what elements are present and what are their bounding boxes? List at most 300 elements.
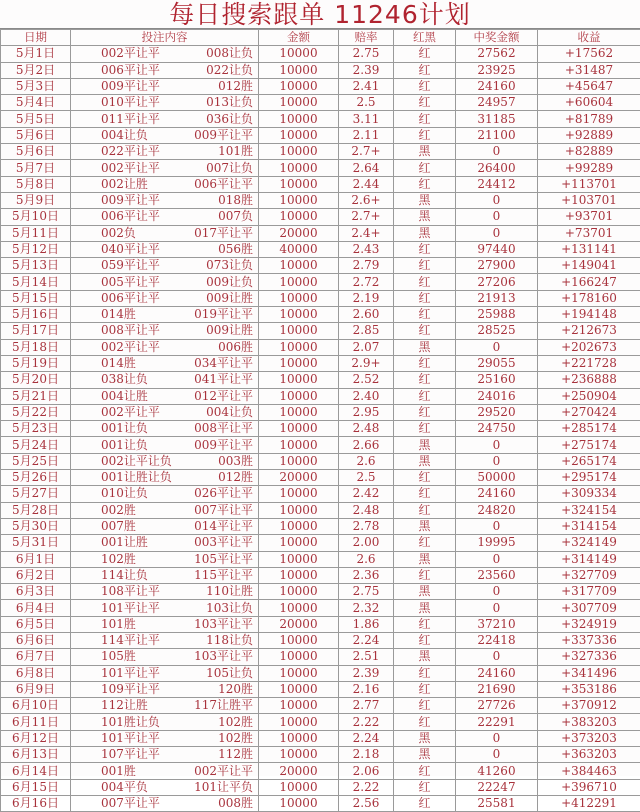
cell-content: [71, 665, 259, 681]
cell-result: 红: [394, 95, 456, 111]
pick-2: 105让负: [193, 666, 253, 681]
pick-1: 105胜: [71, 649, 193, 664]
cell-profit: +317709: [538, 584, 640, 600]
cell-result: 红: [394, 258, 456, 274]
cell-amount: 10000: [259, 95, 339, 111]
cell-odds: 2.4+: [339, 225, 394, 241]
cell-date: 5月21日: [1, 388, 71, 404]
cell-date: 5月8日: [1, 176, 71, 192]
pick-2: 009让胜: [193, 323, 253, 338]
cell-amount: 10000: [259, 437, 339, 453]
pick-1: 002让胜: [71, 177, 193, 192]
cell-content: [71, 241, 259, 257]
cell-result: 红: [394, 665, 456, 681]
cell-profit: +17562: [538, 46, 640, 62]
column-header-result: 红黑: [394, 30, 456, 46]
cell-odds: 2.16: [339, 681, 394, 697]
cell-odds: 2.43: [339, 241, 394, 257]
cell-result: 红: [394, 323, 456, 339]
cell-amount: 10000: [259, 258, 339, 274]
pick-1: 002平让平: [71, 405, 193, 420]
cell-odds: 2.41: [339, 78, 394, 94]
table-row: [1, 388, 640, 404]
cell-amount: 10000: [259, 307, 339, 323]
cell-content: [71, 470, 259, 486]
cell-date: 6月4日: [1, 600, 71, 616]
cell-odds: 2.19: [339, 290, 394, 306]
cell-result: 红: [394, 176, 456, 192]
table-row: [1, 714, 640, 730]
cell-profit: +285174: [538, 421, 640, 437]
cell-odds: 2.11: [339, 127, 394, 143]
cell-date: 5月16日: [1, 307, 71, 323]
cell-date: 5月11日: [1, 225, 71, 241]
cell-odds: 2.48: [339, 502, 394, 518]
table-row: [1, 46, 640, 62]
pick-1: 006平让平: [71, 291, 193, 306]
cell-date: 5月23日: [1, 421, 71, 437]
cell-date: 5月13日: [1, 258, 71, 274]
table-row: [1, 95, 640, 111]
pick-1: 009平让平: [71, 79, 193, 94]
cell-amount: 10000: [259, 404, 339, 420]
cell-date: 5月12日: [1, 241, 71, 257]
table-row: [1, 584, 640, 600]
cell-amount: 20000: [259, 616, 339, 632]
cell-date: 5月3日: [1, 78, 71, 94]
cell-amount: 10000: [259, 323, 339, 339]
table-row: [1, 62, 640, 78]
pick-1: 010平让平: [71, 95, 193, 110]
cell-amount: 10000: [259, 111, 339, 127]
cell-odds: 1.86: [339, 616, 394, 632]
pick-2: 120胜: [193, 682, 253, 697]
pick-1: 002负: [71, 226, 193, 241]
cell-prize: 0: [456, 600, 538, 616]
table-row: [1, 111, 640, 127]
cell-odds: 2.40: [339, 388, 394, 404]
pick-1: 001让胜让负: [71, 470, 193, 485]
cell-odds: 2.77: [339, 698, 394, 714]
cell-profit: +314154: [538, 518, 640, 534]
cell-profit: +194148: [538, 307, 640, 323]
cell-content: [71, 714, 259, 730]
table-row: [1, 730, 640, 746]
table-row: [1, 795, 640, 811]
pick-1: 101平让平: [71, 601, 193, 616]
cell-result: 黑: [394, 209, 456, 225]
pick-2: 073让负: [193, 258, 253, 273]
cell-amount: 10000: [259, 421, 339, 437]
cell-content: [71, 518, 259, 534]
cell-amount: 10000: [259, 388, 339, 404]
cell-prize: 25581: [456, 795, 538, 811]
table-row: [1, 421, 640, 437]
cell-odds: 2.06: [339, 763, 394, 779]
cell-date: 6月2日: [1, 567, 71, 583]
pick-2: 002平让平: [193, 764, 253, 779]
cell-prize: 0: [456, 453, 538, 469]
cell-profit: +265174: [538, 453, 640, 469]
cell-odds: 2.24: [339, 632, 394, 648]
cell-prize: 0: [456, 144, 538, 160]
cell-profit: +324919: [538, 616, 640, 632]
cell-odds: 2.78: [339, 518, 394, 534]
pick-1: 002让平让负: [71, 454, 193, 469]
cell-result: 黑: [394, 225, 456, 241]
cell-amount: 10000: [259, 192, 339, 208]
cell-prize: 28525: [456, 323, 538, 339]
cell-odds: 2.24: [339, 730, 394, 746]
cell-prize: 26400: [456, 160, 538, 176]
pick-2: 012胜: [193, 470, 253, 485]
pick-2: 105平让平: [193, 552, 253, 567]
cell-date: 5月22日: [1, 404, 71, 420]
pick-1: 002平让平: [71, 46, 193, 61]
cell-result: 红: [394, 616, 456, 632]
cell-prize: 29055: [456, 355, 538, 371]
cell-content: [71, 567, 259, 583]
cell-result: 红: [394, 763, 456, 779]
cell-amount: 10000: [259, 127, 339, 143]
cell-result: 红: [394, 290, 456, 306]
cell-amount: 10000: [259, 160, 339, 176]
cell-content: [71, 730, 259, 746]
cell-profit: +341496: [538, 665, 640, 681]
cell-content: [71, 551, 259, 567]
cell-odds: 2.32: [339, 600, 394, 616]
page-title: 每日搜索跟单 11246计划: [0, 0, 640, 29]
pick-1: 009平让平: [71, 193, 193, 208]
pick-2: 007负: [193, 209, 253, 224]
cell-date: 5月6日: [1, 144, 71, 160]
pick-1: 101胜让负: [71, 715, 193, 730]
table-row: [1, 307, 640, 323]
table-row: [1, 241, 640, 257]
cell-prize: 19995: [456, 535, 538, 551]
cell-profit: +363203: [538, 747, 640, 763]
pick-2: 056胜: [193, 242, 253, 257]
cell-prize: 23925: [456, 62, 538, 78]
cell-date: 5月25日: [1, 453, 71, 469]
cell-amount: 20000: [259, 470, 339, 486]
pick-2: 117让胜平: [193, 698, 253, 713]
cell-content: [71, 649, 259, 665]
cell-result: 红: [394, 355, 456, 371]
table-row: [1, 486, 640, 502]
table-row: [1, 339, 640, 355]
cell-profit: +166247: [538, 274, 640, 290]
cell-content: [71, 747, 259, 763]
cell-prize: 27206: [456, 274, 538, 290]
cell-prize: 0: [456, 518, 538, 534]
table-row: [1, 274, 640, 290]
cell-content: [71, 127, 259, 143]
pick-1: 101平让平: [71, 666, 193, 681]
cell-profit: +73701: [538, 225, 640, 241]
pick-2: 101让平负: [193, 780, 253, 795]
cell-odds: 2.36: [339, 567, 394, 583]
table-row: [1, 453, 640, 469]
cell-content: [71, 258, 259, 274]
cell-prize: 0: [456, 339, 538, 355]
cell-date: 5月6日: [1, 127, 71, 143]
cell-amount: 10000: [259, 551, 339, 567]
cell-prize: 22291: [456, 714, 538, 730]
pick-2: 014平让平: [193, 519, 253, 534]
cell-profit: +370912: [538, 698, 640, 714]
cell-odds: 2.07: [339, 339, 394, 355]
cell-prize: 24750: [456, 421, 538, 437]
cell-result: 红: [394, 632, 456, 648]
table-row: [1, 323, 640, 339]
cell-content: [71, 95, 259, 111]
pick-2: 118让负: [193, 633, 253, 648]
pick-2: 102胜: [193, 715, 253, 730]
cell-amount: 20000: [259, 763, 339, 779]
table-row: [1, 78, 640, 94]
cell-date: 5月10日: [1, 209, 71, 225]
cell-odds: 2.39: [339, 665, 394, 681]
cell-prize: 24957: [456, 95, 538, 111]
cell-content: [71, 698, 259, 714]
cell-profit: +314149: [538, 551, 640, 567]
cell-odds: 2.7+: [339, 209, 394, 225]
pick-2: 009平让平: [193, 438, 253, 453]
column-header-profit: 收益: [538, 30, 640, 46]
cell-odds: 2.6+: [339, 192, 394, 208]
cell-prize: 29520: [456, 404, 538, 420]
cell-profit: +103701: [538, 192, 640, 208]
cell-prize: 0: [456, 225, 538, 241]
cell-profit: +178160: [538, 290, 640, 306]
cell-prize: 0: [456, 192, 538, 208]
cell-prize: 0: [456, 551, 538, 567]
pick-2: 006胜: [193, 340, 253, 355]
cell-profit: +373203: [538, 730, 640, 746]
cell-profit: +396710: [538, 779, 640, 795]
cell-prize: 21100: [456, 127, 538, 143]
cell-result: 红: [394, 404, 456, 420]
pick-1: 109平让平: [71, 682, 193, 697]
cell-content: [71, 62, 259, 78]
pick-1: 007胜: [71, 519, 193, 534]
cell-content: [71, 111, 259, 127]
cell-result: 红: [394, 241, 456, 257]
cell-date: 5月27日: [1, 486, 71, 502]
cell-result: 红: [394, 160, 456, 176]
cell-profit: +149041: [538, 258, 640, 274]
pick-2: 036让负: [193, 112, 253, 127]
table-row: [1, 698, 640, 714]
pick-1: 008平让平: [71, 323, 193, 338]
pick-2: 012胜: [193, 79, 253, 94]
cell-prize: 0: [456, 747, 538, 763]
cell-content: [71, 355, 259, 371]
cell-amount: 10000: [259, 747, 339, 763]
cell-content: [71, 486, 259, 502]
pick-1: 006平让平: [71, 63, 193, 78]
cell-amount: 10000: [259, 779, 339, 795]
cell-date: 6月9日: [1, 681, 71, 697]
cell-prize: 97440: [456, 241, 538, 257]
table-row: [1, 290, 640, 306]
cell-result: 红: [394, 372, 456, 388]
cell-profit: +307709: [538, 600, 640, 616]
cell-result: 黑: [394, 192, 456, 208]
table-row: [1, 567, 640, 583]
table-row: [1, 649, 640, 665]
cell-profit: +383203: [538, 714, 640, 730]
pick-1: 014胜: [71, 307, 193, 322]
pick-1: 101胜: [71, 617, 193, 632]
cell-amount: 10000: [259, 632, 339, 648]
cell-content: [71, 225, 259, 241]
table-row: [1, 372, 640, 388]
pick-2: 112胜: [193, 747, 253, 762]
table-row: [1, 551, 640, 567]
table-row: [1, 518, 640, 534]
cell-odds: 2.7+: [339, 144, 394, 160]
pick-1: 002胜: [71, 503, 193, 518]
cell-prize: 0: [456, 584, 538, 600]
cell-prize: 31185: [456, 111, 538, 127]
cell-profit: +113701: [538, 176, 640, 192]
cell-amount: 10000: [259, 518, 339, 534]
cell-odds: 2.66: [339, 437, 394, 453]
cell-date: 5月31日: [1, 535, 71, 551]
cell-amount: 10000: [259, 535, 339, 551]
pick-2: 008胜: [193, 796, 253, 811]
cell-content: [71, 421, 259, 437]
cell-odds: 2.72: [339, 274, 394, 290]
cell-profit: +221728: [538, 355, 640, 371]
cell-profit: +93701: [538, 209, 640, 225]
cell-date: 6月3日: [1, 584, 71, 600]
pick-2: 018胜: [193, 193, 253, 208]
column-header-amount: 金额: [259, 30, 339, 46]
cell-amount: 10000: [259, 355, 339, 371]
cell-prize: 0: [456, 209, 538, 225]
table-row: [1, 127, 640, 143]
cell-date: 6月8日: [1, 665, 71, 681]
cell-profit: +92889: [538, 127, 640, 143]
pick-1: 059平让平: [71, 258, 193, 273]
cell-prize: 50000: [456, 470, 538, 486]
cell-odds: 2.44: [339, 176, 394, 192]
table-row: [1, 160, 640, 176]
pick-1: 108平让平: [71, 584, 193, 599]
cell-odds: 2.52: [339, 372, 394, 388]
pick-1: 038让负: [71, 372, 193, 387]
pick-2: 022让负: [193, 63, 253, 78]
cell-result: 黑: [394, 339, 456, 355]
table-row: [1, 665, 640, 681]
cell-content: [71, 437, 259, 453]
cell-date: 5月9日: [1, 192, 71, 208]
cell-profit: +202673: [538, 339, 640, 355]
cell-date: 5月19日: [1, 355, 71, 371]
cell-date: 6月14日: [1, 763, 71, 779]
cell-result: 红: [394, 78, 456, 94]
pick-2: 007让负: [193, 161, 253, 176]
table-row: [1, 355, 640, 371]
cell-prize: 25160: [456, 372, 538, 388]
cell-content: [71, 535, 259, 551]
cell-amount: 10000: [259, 795, 339, 811]
cell-result: 红: [394, 421, 456, 437]
pick-2: 004让负: [193, 405, 253, 420]
cell-prize: 27726: [456, 698, 538, 714]
cell-profit: +295174: [538, 470, 640, 486]
cell-prize: 24160: [456, 78, 538, 94]
pick-1: 022平让平: [71, 144, 193, 159]
cell-prize: 24160: [456, 486, 538, 502]
cell-odds: 2.6: [339, 453, 394, 469]
pick-1: 001让胜: [71, 535, 193, 550]
cell-odds: 2.5: [339, 470, 394, 486]
cell-result: 红: [394, 486, 456, 502]
cell-profit: +60604: [538, 95, 640, 111]
pick-1: 002平让平: [71, 340, 193, 355]
cell-amount: 10000: [259, 567, 339, 583]
pick-2: 006平让平: [193, 177, 253, 192]
cell-odds: 2.75: [339, 584, 394, 600]
cell-date: 5月20日: [1, 372, 71, 388]
pick-1: 004平负: [71, 780, 193, 795]
pick-1: 011平让平: [71, 112, 193, 127]
cell-prize: 0: [456, 649, 538, 665]
cell-profit: +412291: [538, 795, 640, 811]
cell-content: [71, 144, 259, 160]
cell-result: 红: [394, 567, 456, 583]
column-header-date: 日期: [1, 30, 71, 46]
cell-date: 6月10日: [1, 698, 71, 714]
cell-date: 5月30日: [1, 518, 71, 534]
cell-result: 红: [394, 127, 456, 143]
cell-amount: 10000: [259, 698, 339, 714]
table-row: [1, 192, 640, 208]
cell-amount: 10000: [259, 209, 339, 225]
table-row: [1, 176, 640, 192]
cell-date: 5月14日: [1, 274, 71, 290]
cell-content: [71, 274, 259, 290]
cell-date: 6月15日: [1, 779, 71, 795]
cell-date: 5月4日: [1, 95, 71, 111]
table-row: [1, 632, 640, 648]
cell-date: 5月24日: [1, 437, 71, 453]
cell-result: 红: [394, 714, 456, 730]
cell-date: 5月26日: [1, 470, 71, 486]
cell-profit: +327336: [538, 649, 640, 665]
cell-profit: +324154: [538, 502, 640, 518]
pick-1: 107平让平: [71, 747, 193, 762]
cell-content: [71, 795, 259, 811]
cell-amount: 10000: [259, 78, 339, 94]
pick-1: 001让负: [71, 421, 193, 436]
pick-2: 019平让平: [193, 307, 253, 322]
cell-profit: +81789: [538, 111, 640, 127]
cell-result: 红: [394, 535, 456, 551]
cell-odds: 2.95: [339, 404, 394, 420]
cell-profit: +270424: [538, 404, 640, 420]
cell-amount: 10000: [259, 681, 339, 697]
cell-date: 5月18日: [1, 339, 71, 355]
cell-result: 黑: [394, 600, 456, 616]
table-row: [1, 535, 640, 551]
cell-profit: +337336: [538, 632, 640, 648]
pick-1: 001让负: [71, 438, 193, 453]
